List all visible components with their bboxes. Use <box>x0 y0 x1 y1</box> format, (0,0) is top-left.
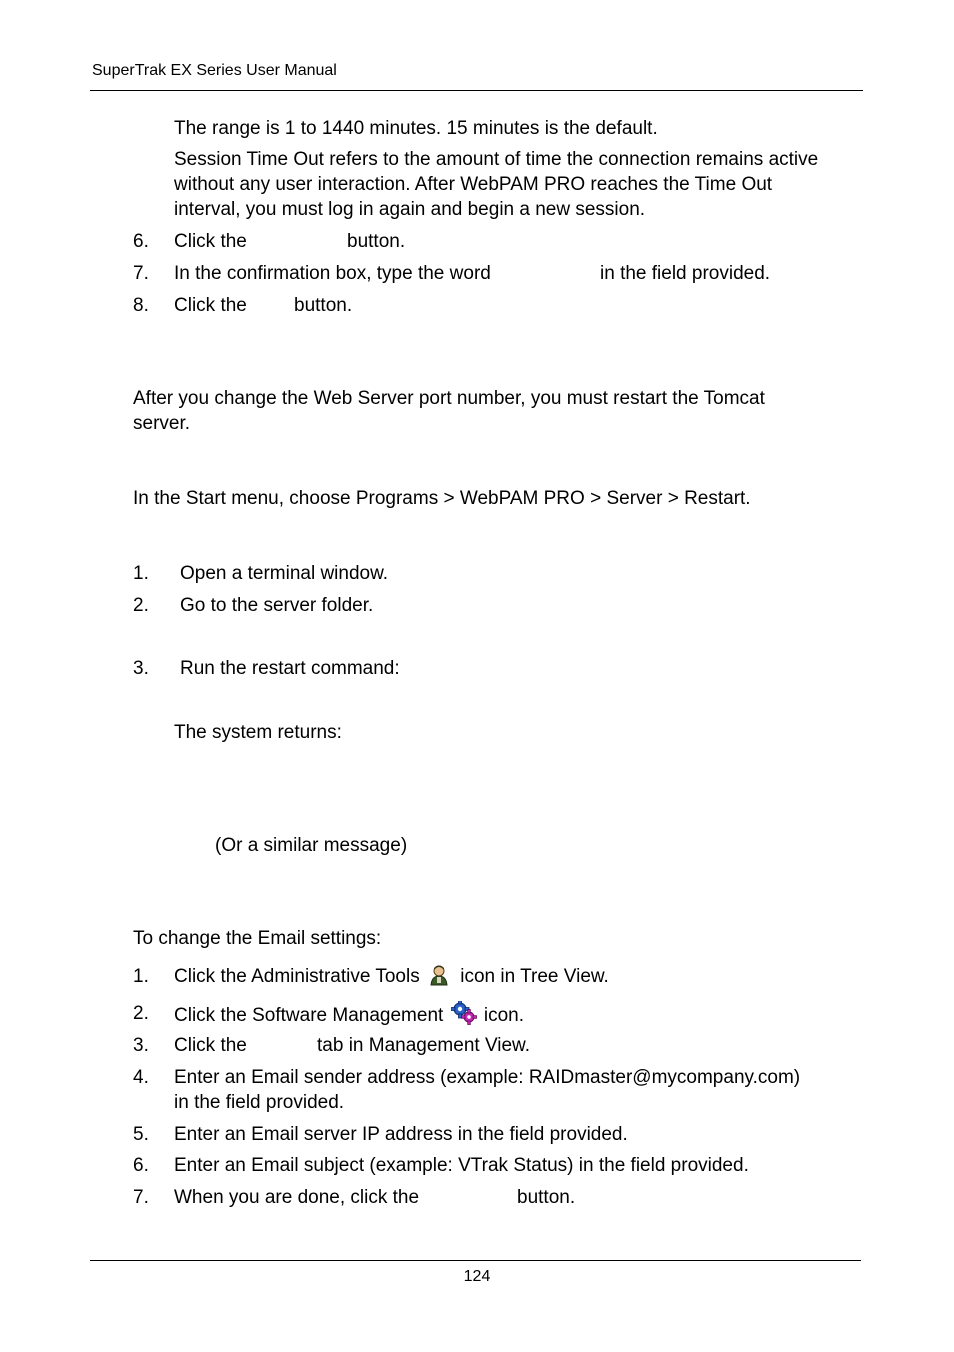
step-text: Go to the server folder. <box>180 595 374 616</box>
similar-message-text: (Or a similar message) <box>215 835 408 856</box>
step-number: 6. <box>133 1155 149 1176</box>
administrative-tools-icon <box>429 964 449 986</box>
step-text <box>174 964 609 989</box>
step-number: 7. <box>133 263 149 284</box>
step-text: Run the restart command: <box>180 658 400 679</box>
step-text-after: icon. <box>483 1005 524 1026</box>
step-text: button. <box>294 295 353 316</box>
timeout-desc-line: interval, you must log in again and begin a new session. <box>174 199 646 220</box>
windows-restart-text: In the Start menu, choose Programs > WebPAM PRO > Server > Restart. <box>133 488 751 509</box>
step-number: 8. <box>133 295 149 316</box>
step-text: button. <box>517 1187 576 1208</box>
timeout-desc-line: Session Time Out refers to the amount of time the connection remains active <box>174 149 819 170</box>
step-text: button. <box>347 231 406 252</box>
step-text-before: Click the Administrative Tools <box>174 966 420 987</box>
restart-intro-line: server. <box>133 413 191 434</box>
step-number: 2. <box>133 595 149 616</box>
step-number: 3. <box>133 1035 149 1056</box>
step-number: 7. <box>133 1187 149 1208</box>
system-returns-text: The system returns: <box>174 722 342 743</box>
footer-rule <box>90 1260 861 1261</box>
software-management-icon <box>451 1001 477 1023</box>
step-text: Enter an Email server IP address in the field provided. <box>174 1124 628 1145</box>
range-text: The range is 1 to 1440 minutes. 15 minutes is the default. <box>174 118 658 139</box>
step-text: Click the <box>174 295 247 316</box>
step-number: 5. <box>133 1124 149 1145</box>
step-text: Click the <box>174 1035 247 1056</box>
step-text: Open a terminal window. <box>180 563 389 584</box>
step-text-before: Click the Software Management <box>174 1005 444 1026</box>
email-intro: To change the Email settings: <box>133 928 382 949</box>
restart-intro-line: After you change the Web Server port number, you must restart the Tomcat <box>133 388 765 409</box>
step-text <box>174 1001 524 1028</box>
header-rule <box>90 90 863 91</box>
step-text: In the confirmation box, type the word <box>174 263 491 284</box>
step-text: When you are done, click the <box>174 1187 420 1208</box>
step-text: in the field provided. <box>174 1092 345 1113</box>
step-number: 6. <box>133 231 149 252</box>
step-text: Enter an Email subject (example: VTrak Status) in the field provided. <box>174 1155 749 1176</box>
step-text-after: icon in Tree View. <box>460 966 609 987</box>
step-number: 2. <box>133 1003 149 1024</box>
running-header: SuperTrak EX Series User Manual <box>92 62 337 79</box>
step-text: tab in Management View. <box>317 1035 531 1056</box>
step-number: 4. <box>133 1067 149 1088</box>
step-text: Click the <box>174 231 247 252</box>
page-number: 124 <box>463 1268 491 1285</box>
step-number: 1. <box>133 563 149 584</box>
timeout-desc-line: without any user interaction. After WebPAM PRO reaches the Time Out <box>174 174 773 195</box>
step-text: in the field provided. <box>600 263 771 284</box>
step-number: 1. <box>133 966 149 987</box>
step-text: Enter an Email sender address (example: RAIDmaster@mycompany.com) <box>174 1067 801 1088</box>
step-number: 3. <box>133 658 149 679</box>
